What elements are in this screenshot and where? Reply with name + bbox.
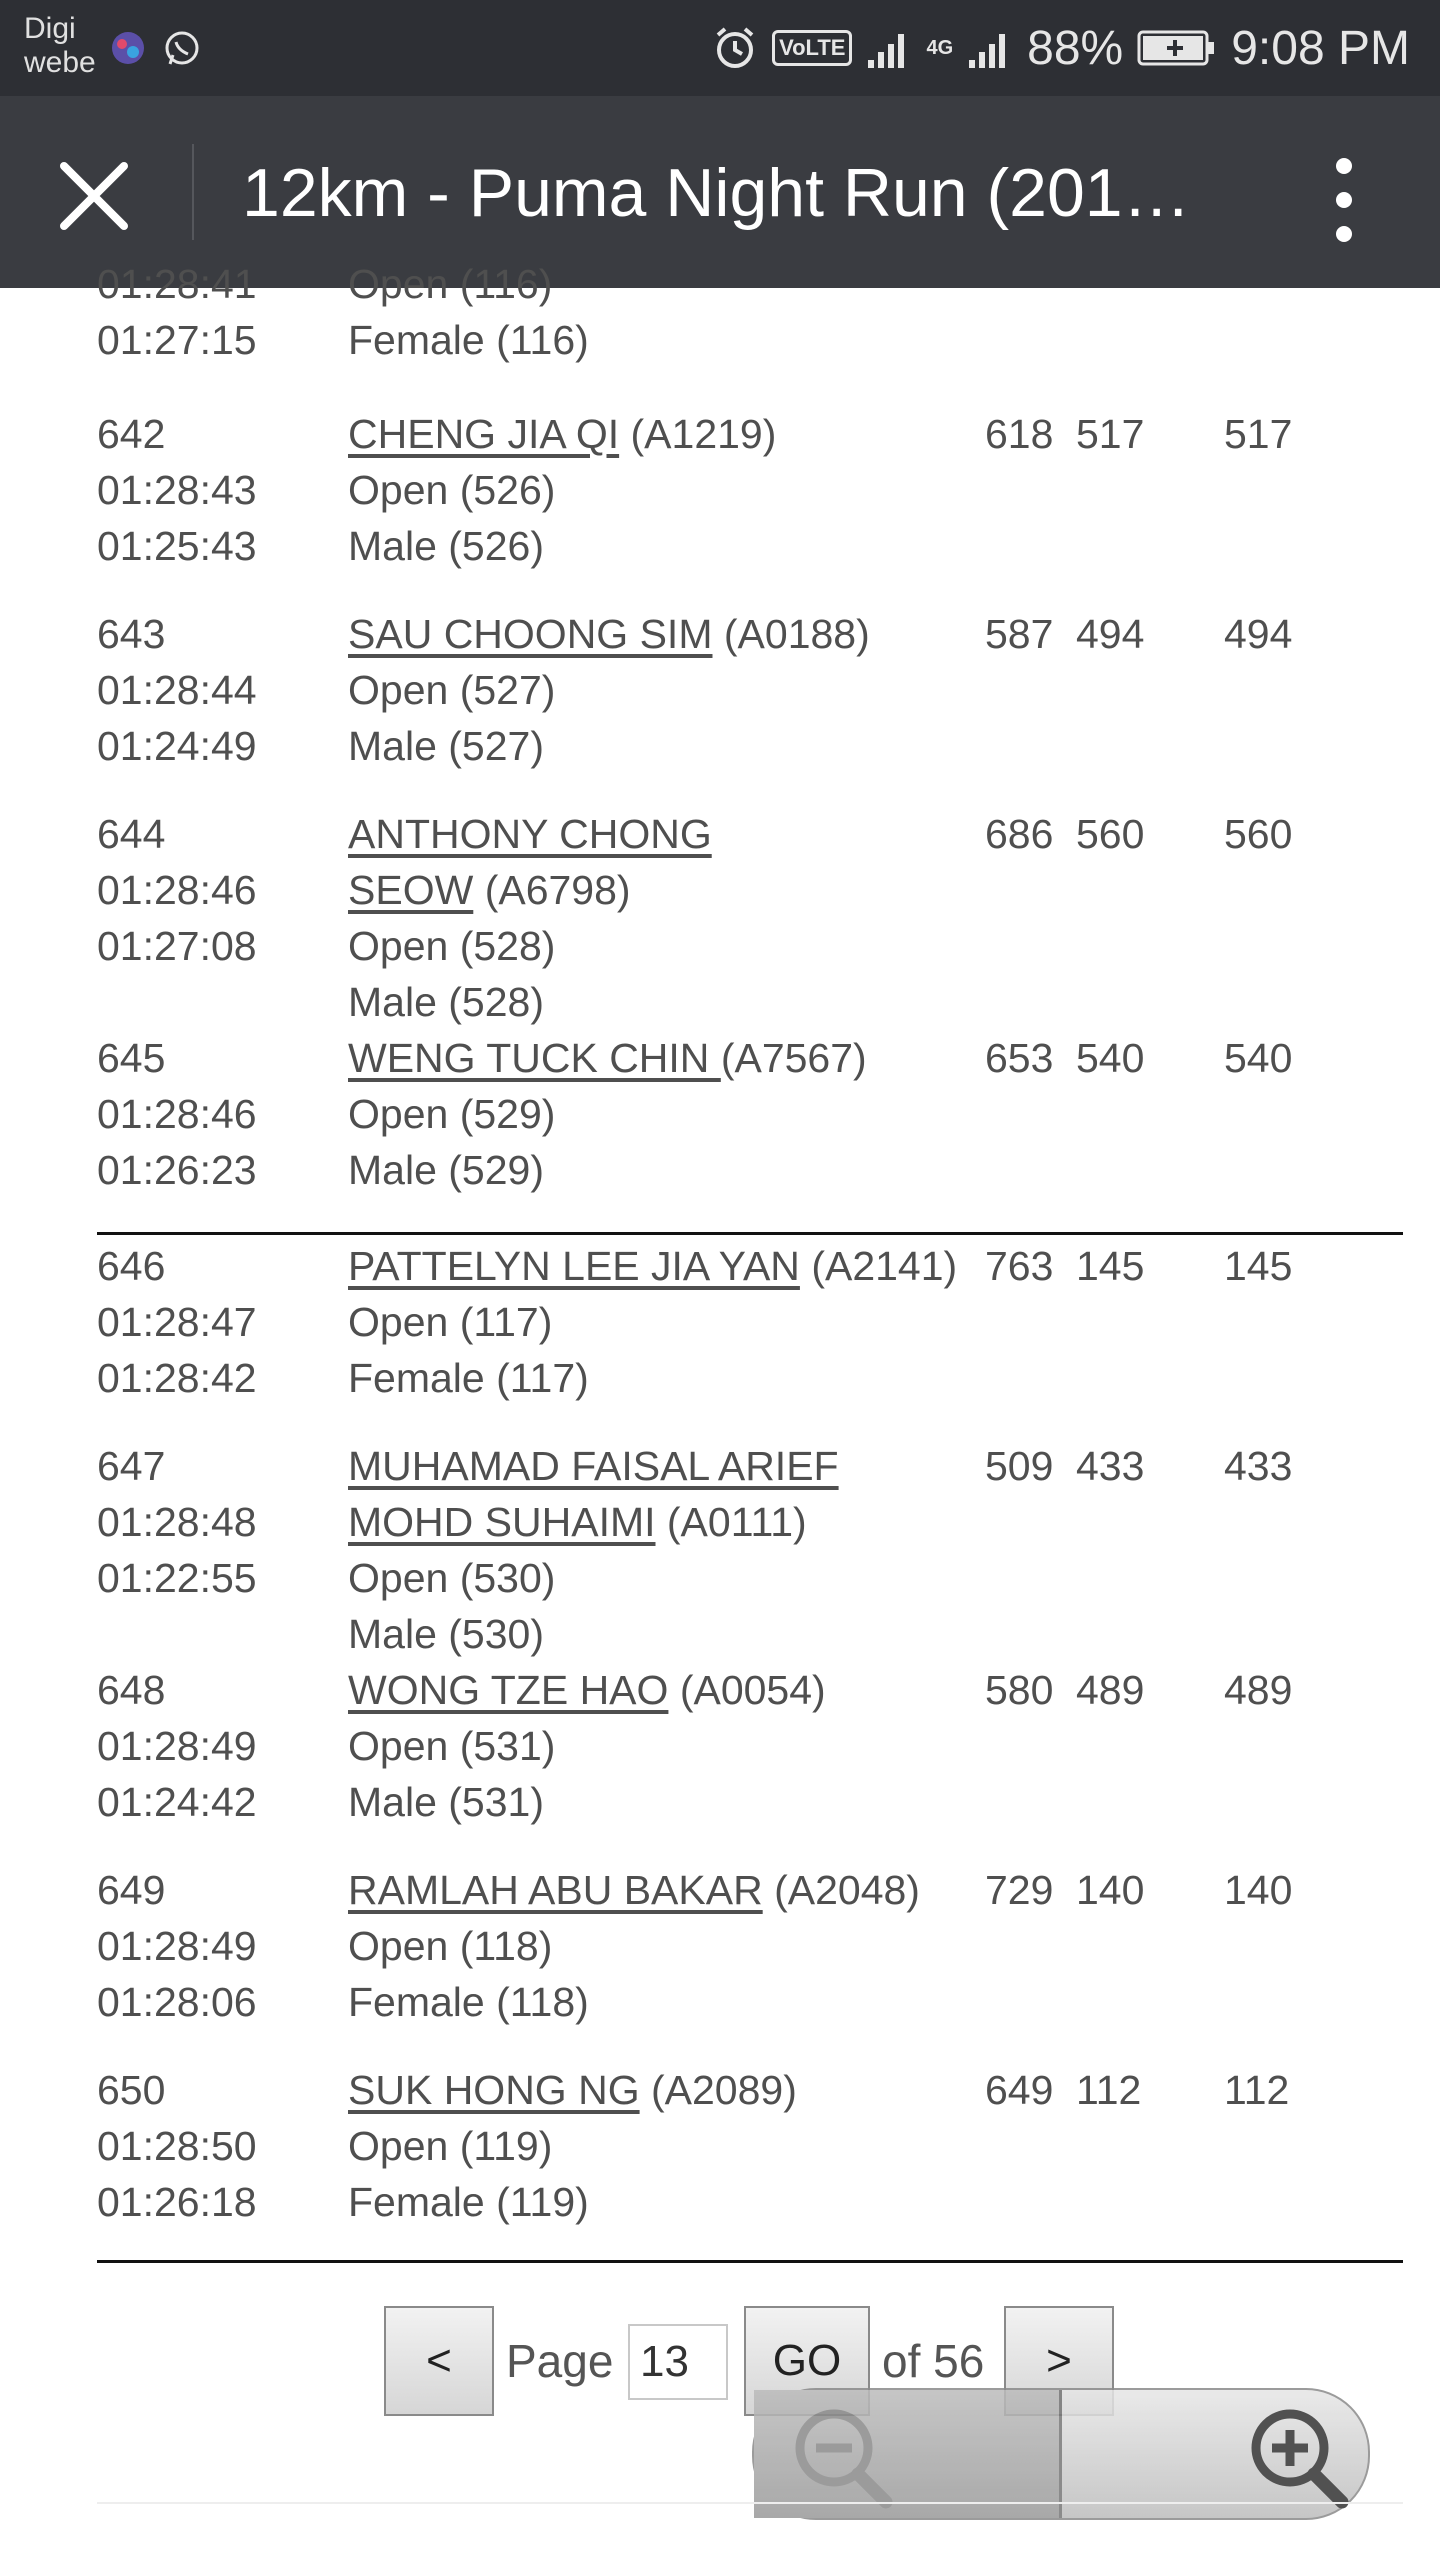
gun-time: 01:28:44 [97, 667, 257, 713]
zoom-in-icon [1062, 2390, 1368, 2518]
gun-time: 01:28:47 [97, 1299, 257, 1345]
overall-rank: 763 [985, 1243, 1054, 1289]
gender-category: Male (526) [348, 523, 544, 569]
gender-rank: 517 [1076, 411, 1145, 457]
category: Open (527) [348, 667, 556, 713]
bib-number: (A7567) [720, 1035, 867, 1081]
bib-number: (A0188) [723, 611, 870, 657]
zoom-control [752, 2388, 1370, 2520]
gender-category: Female (116) [348, 317, 589, 363]
chip-time: 01:28:06 [97, 1979, 257, 2025]
chip-time: 01:27:15 [97, 317, 257, 363]
gun-time: 01:28:48 [97, 1499, 257, 1545]
gender-category: Male (528) [348, 979, 544, 1025]
overall-rank: 729 [985, 1867, 1054, 1913]
runner-name-link[interactable]: WONG TZE HAO [348, 1667, 669, 1713]
runner-name-link-cont[interactable]: SEOW [348, 867, 474, 913]
carrier-line-2: webe [24, 46, 96, 79]
category: Open (531) [348, 1723, 556, 1769]
category-rank: 517 [1224, 411, 1293, 457]
category-rank: 145 [1224, 1243, 1293, 1289]
category-rank: 494 [1224, 611, 1293, 657]
category: Open (530) [348, 1555, 556, 1601]
chip-time: 01:25:43 [97, 523, 257, 569]
app-notification-icon [108, 28, 148, 68]
runner-name-link[interactable]: RAMLAH ABU BAKAR [348, 1867, 763, 1913]
app-bar-divider [192, 144, 194, 240]
gender-category: Female (117) [348, 1355, 589, 1401]
gender-rank: 489 [1076, 1667, 1145, 1713]
overall-rank: 618 [985, 411, 1054, 457]
zoom-out-button[interactable] [754, 2390, 1059, 2518]
gender-category: Male (529) [348, 1147, 544, 1193]
chip-time: 01:22:55 [97, 1555, 257, 1601]
runner-name-link[interactable]: PATTELYN LEE JIA YAN [348, 1243, 800, 1289]
signal-4g-icon [967, 26, 1013, 70]
position: 646 [97, 1243, 166, 1289]
overall-rank: 509 [985, 1443, 1054, 1489]
gun-time: 01:28:41 [97, 261, 257, 307]
category-rank: 140 [1224, 1867, 1293, 1913]
zoom-in-button[interactable] [1062, 2390, 1368, 2518]
category-rank: 112 [1224, 2067, 1290, 2113]
category: Open (117) [348, 1299, 553, 1345]
runner-name-link[interactable]: MUHAMAD FAISAL ARIEF [348, 1443, 839, 1489]
category: Open (529) [348, 1091, 556, 1137]
category-rank: 540 [1224, 1035, 1293, 1081]
status-bar [0, 0, 1440, 96]
chip-time: 01:26:23 [97, 1147, 257, 1193]
chip-time: 01:27:08 [97, 923, 257, 969]
category: Open (116) [348, 261, 553, 307]
gun-time: 01:28:50 [97, 2123, 257, 2169]
bib-number: (A2089) [651, 2067, 797, 2113]
position: 643 [97, 611, 166, 657]
gender-category: Female (118) [348, 1979, 589, 2025]
category: Open (528) [348, 923, 556, 969]
bib-number: (A2048) [774, 1867, 920, 1913]
position: 648 [97, 1667, 166, 1713]
gun-time: 01:28:43 [97, 467, 257, 513]
chip-time: 01:26:18 [97, 2179, 257, 2225]
network-type: 4G [926, 37, 954, 59]
section-divider [97, 2260, 1403, 2263]
whatsapp-icon [162, 28, 202, 68]
bib-number: (A2141) [811, 1243, 958, 1289]
signal-icon [866, 26, 912, 70]
chip-time: 01:24:49 [97, 723, 257, 769]
category-rank: 560 [1224, 811, 1293, 857]
gender-rank: 145 [1076, 1243, 1145, 1289]
bib-number: (A1219) [630, 411, 777, 457]
overall-rank: 587 [985, 611, 1054, 657]
page-label: Page [506, 2335, 614, 2387]
position: 647 [97, 1443, 166, 1489]
category: Open (526) [348, 467, 556, 513]
runner-name-link-cont[interactable]: MOHD SUHAIMI [348, 1499, 656, 1545]
category: Open (118) [348, 1923, 553, 1969]
go-button[interactable]: GO [744, 2306, 870, 2416]
position: 645 [97, 1035, 166, 1081]
gender-rank: 140 [1076, 1867, 1145, 1913]
bib-number: (A0054) [679, 1667, 826, 1713]
section-divider [97, 1232, 1403, 1235]
volte-badge: VoLTE [772, 30, 852, 66]
gun-time: 01:28:49 [97, 1923, 257, 1969]
gun-time: 01:28:49 [97, 1723, 257, 1769]
category-rank: 489 [1224, 1667, 1293, 1713]
footer-divider [97, 2502, 1403, 2504]
runner-name-link[interactable]: WENG TUCK CHIN [348, 1035, 721, 1081]
position: 644 [97, 811, 166, 857]
gender-category: Female (119) [348, 2179, 589, 2225]
alarm-icon [712, 25, 758, 71]
runner-name-link[interactable]: ANTHONY CHONG [348, 811, 712, 857]
position: 649 [97, 1867, 166, 1913]
position: 650 [97, 2067, 166, 2113]
category: Open (119) [348, 2123, 553, 2169]
more-vert-icon[interactable] [1320, 152, 1368, 248]
prev-page-button[interactable]: < [384, 2306, 494, 2416]
next-page-button[interactable]: > [1004, 2306, 1114, 2416]
zoom-out-icon [754, 2390, 1059, 2518]
gender-category: Male (530) [348, 1611, 544, 1657]
clock-time: 9:08 PM [1231, 21, 1410, 75]
carrier-line-1: Digi [24, 12, 76, 45]
battery-charging-icon [1137, 28, 1217, 68]
gender-rank: 433 [1076, 1443, 1145, 1489]
overall-rank: 653 [985, 1035, 1054, 1081]
carrier-label [24, 12, 96, 80]
page-number-input[interactable] [628, 2324, 728, 2400]
results-list[interactable] [0, 261, 1440, 2560]
chip-time: 01:28:42 [97, 1355, 257, 1401]
overall-rank: 580 [985, 1667, 1054, 1713]
runner-name-link[interactable]: SUK HONG NG [348, 2067, 640, 2113]
gender-rank: 560 [1076, 811, 1145, 857]
overall-rank: 686 [985, 811, 1054, 857]
gender-category: Male (527) [348, 723, 544, 769]
close-icon[interactable] [52, 154, 136, 238]
page-total-label: of 56 [882, 2335, 985, 2387]
position: 642 [97, 411, 166, 457]
gender-rank: 494 [1076, 611, 1145, 657]
bib-number: (A0111) [666, 1499, 807, 1545]
category-rank: 433 [1224, 1443, 1293, 1489]
battery-percent: 88% [1027, 21, 1124, 75]
page-title: 12km - Puma Night Run (201… [242, 155, 1191, 231]
gender-category: Male (531) [348, 1779, 544, 1825]
gender-rank: 540 [1076, 1035, 1145, 1081]
bib-number: (A6798) [484, 867, 631, 913]
runner-name-link[interactable]: CHENG JIA QI [348, 411, 620, 457]
gun-time: 01:28:46 [97, 1091, 257, 1137]
gender-rank: 112 [1076, 2067, 1142, 2113]
overall-rank: 649 [985, 2067, 1054, 2113]
chip-time: 01:24:42 [97, 1779, 257, 1825]
gun-time: 01:28:46 [97, 867, 257, 913]
runner-name-link[interactable]: SAU CHOONG SIM [348, 611, 713, 657]
